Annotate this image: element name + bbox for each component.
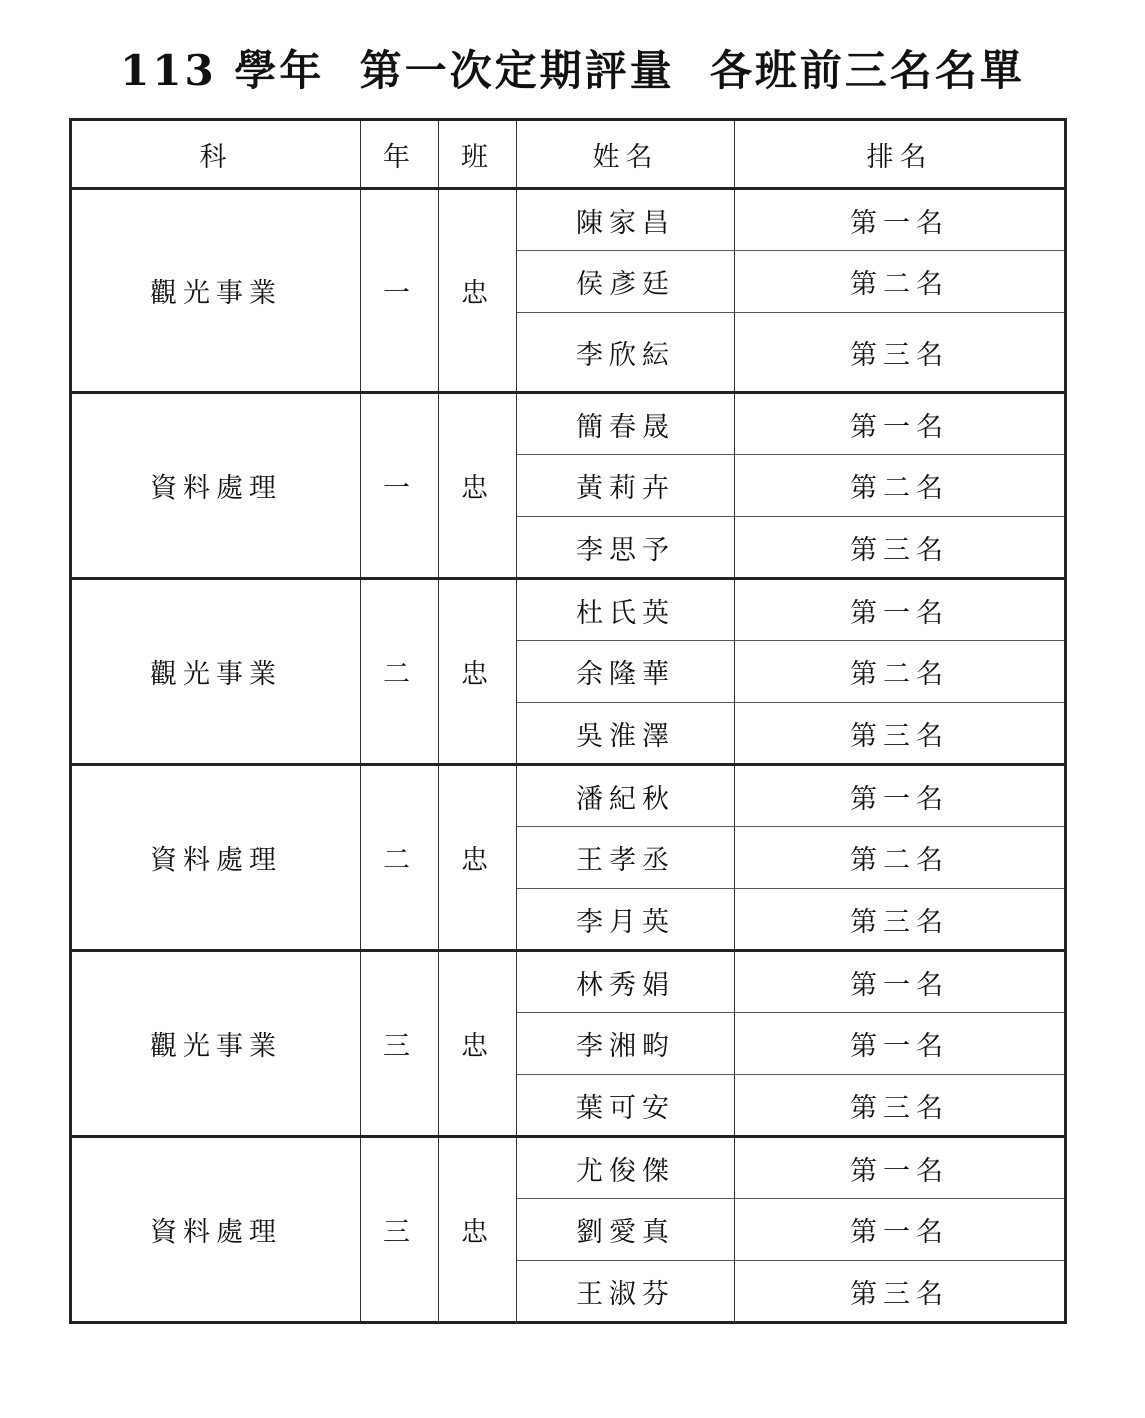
year-cell: 二 [361, 765, 439, 951]
student-name: 吳淮澤 [517, 703, 735, 765]
table-row [71, 765, 1066, 827]
year-cell: 三 [361, 1137, 439, 1323]
table-row [71, 951, 1066, 1013]
ranking-table [69, 118, 1067, 1324]
header-class: 班 [439, 120, 517, 189]
class-group [71, 579, 1066, 765]
student-name: 侯彥廷 [517, 251, 735, 313]
student-name: 潘紀秋 [517, 765, 735, 827]
student-rank: 第一名 [735, 393, 1066, 455]
year-cell: 一 [361, 189, 439, 393]
student-rank: 第二名 [735, 455, 1066, 517]
class-cell: 忠 [439, 1137, 517, 1323]
table-header [71, 120, 1066, 189]
student-rank: 第一名 [735, 1013, 1066, 1075]
header-rank: 排名 [735, 120, 1066, 189]
class-group [71, 189, 1066, 393]
student-name: 王孝丞 [517, 827, 735, 889]
student-rank: 第三名 [735, 889, 1066, 951]
dept-cell: 觀光事業 [71, 189, 361, 393]
header-year: 年 [361, 120, 439, 189]
student-rank: 第三名 [735, 703, 1066, 765]
class-cell: 忠 [439, 765, 517, 951]
table-row [71, 579, 1066, 641]
student-name: 李思予 [517, 517, 735, 579]
header-dept: 科 [71, 120, 361, 189]
student-rank: 第一名 [735, 765, 1066, 827]
class-cell: 忠 [439, 393, 517, 579]
student-name: 黃莉卉 [517, 455, 735, 517]
student-name: 葉可安 [517, 1075, 735, 1137]
student-name: 陳家昌 [517, 189, 735, 251]
dept-cell: 資料處理 [71, 393, 361, 579]
student-rank: 第二名 [735, 251, 1066, 313]
student-name: 杜氏英 [517, 579, 735, 641]
student-name: 簡春晟 [517, 393, 735, 455]
class-cell: 忠 [439, 951, 517, 1137]
student-rank: 第二名 [735, 641, 1066, 703]
header-name: 姓名 [517, 120, 735, 189]
student-rank: 第一名 [735, 189, 1066, 251]
student-rank: 第三名 [735, 517, 1066, 579]
class-cell: 忠 [439, 189, 517, 393]
student-rank: 第一名 [735, 579, 1066, 641]
student-name: 尤俊傑 [517, 1137, 735, 1199]
student-rank: 第一名 [735, 951, 1066, 1013]
page-title: 113 學年 第一次定期評量 各班前三名名單 [120, 46, 1025, 95]
header-row [71, 120, 1066, 189]
student-rank: 第一名 [735, 1199, 1066, 1261]
class-group [71, 1137, 1066, 1323]
class-group [71, 393, 1066, 579]
student-name: 李欣紜 [517, 313, 735, 393]
student-name: 王淑芬 [517, 1261, 735, 1323]
student-rank: 第三名 [735, 313, 1066, 393]
student-rank: 第三名 [735, 1075, 1066, 1137]
student-rank: 第一名 [735, 1137, 1066, 1199]
year-cell: 一 [361, 393, 439, 579]
student-name: 余隆華 [517, 641, 735, 703]
dept-cell: 觀光事業 [71, 579, 361, 765]
student-rank: 第二名 [735, 827, 1066, 889]
year-cell: 三 [361, 951, 439, 1137]
table-row [71, 1137, 1066, 1199]
student-name: 林秀娟 [517, 951, 735, 1013]
table-row [71, 189, 1066, 251]
class-group [71, 765, 1066, 951]
student-name: 李湘畇 [517, 1013, 735, 1075]
dept-cell: 資料處理 [71, 1137, 361, 1323]
student-name: 李月英 [517, 889, 735, 951]
table-row [71, 393, 1066, 455]
student-rank: 第三名 [735, 1261, 1066, 1323]
dept-cell: 觀光事業 [71, 951, 361, 1137]
class-group [71, 951, 1066, 1137]
year-cell: 二 [361, 579, 439, 765]
student-name: 劉愛真 [517, 1199, 735, 1261]
class-cell: 忠 [439, 579, 517, 765]
dept-cell: 資料處理 [71, 765, 361, 951]
